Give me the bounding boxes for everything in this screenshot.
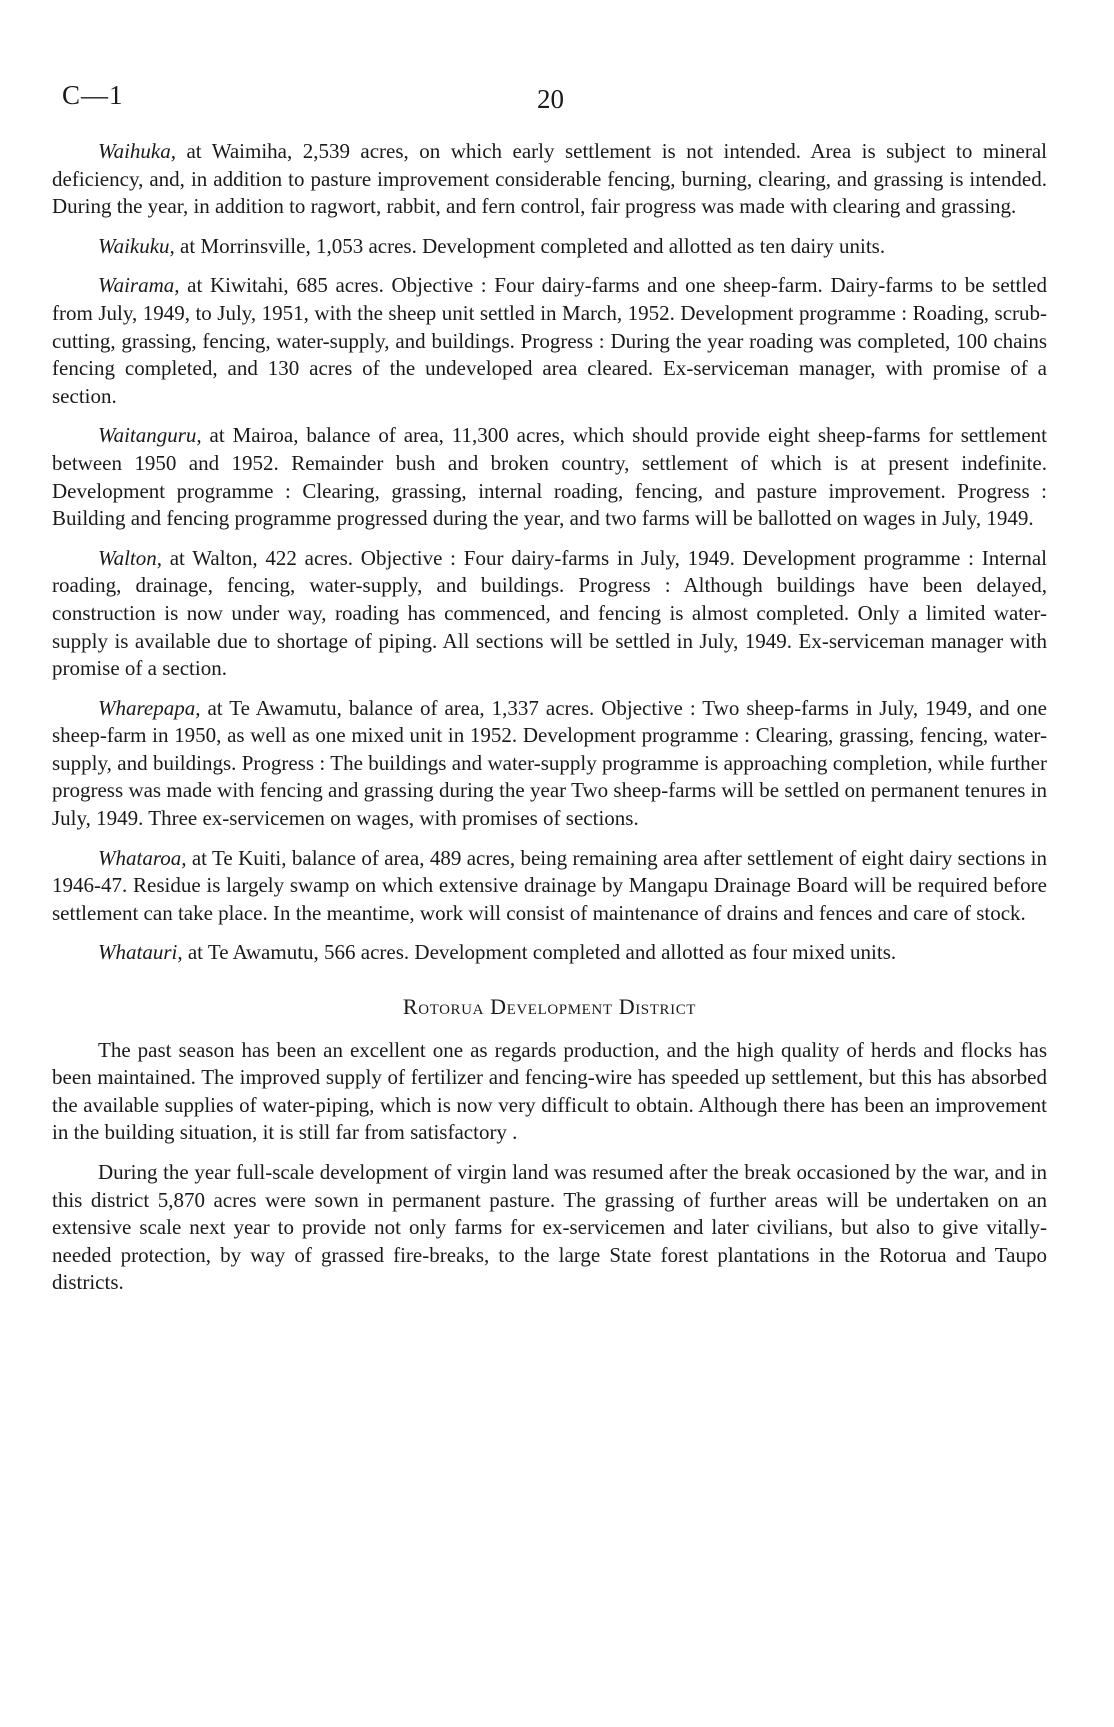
document-body bbox=[52, 138, 1047, 1309]
entry-text: at Te Kuiti, balance of area, 489 acres, being remaining area after settlement of eight dairy sections in 1946-47. Residue is largely swamp on which extensive drainage by Mangapu Drainage Board will be required before settlement can take place. In the meantime, work will consist of maintenance of drains and fences and care of stock. bbox=[52, 845, 1047, 925]
entry-paragraph bbox=[52, 545, 1047, 683]
entry-paragraph bbox=[52, 272, 1047, 410]
entry-paragraph bbox=[52, 422, 1047, 532]
block-name: Whatauri, bbox=[98, 940, 183, 965]
section-paragraph: The past season has been an excellent one as regards production, and the high quality of herds and flocks has been maintained. The improved supply of fertilizer and fencing-wire has speeded up settlement, but this has absorbed the available supplies of water-piping, which is now very difficult to obtain. Although there has been an improvement in the building situation, it is still far from satisfactory . bbox=[52, 1037, 1047, 1145]
entry-text: at Mairoa, balance of area, 11,300 acres, which should provide eight sheep-farms for settlement between 1950 and 1952. Remainder bush and broken country, settlement of which is at present indefinite. Development programme : Clearing, grassing, internal roading, fencing, and pasture improvement. Progress : Building and fencing programme progressed during the year, and two farms will be ballotted on wages in July, 1949. bbox=[52, 423, 1047, 531]
block-name: Walton, bbox=[98, 545, 162, 570]
block-name: Waitanguru, bbox=[98, 423, 202, 448]
entry-paragraph bbox=[52, 939, 1047, 967]
document-reference: C—1 bbox=[62, 80, 124, 110]
entry-paragraph bbox=[52, 138, 1047, 221]
entry-text: at Waimiha, 2,539 acres, on which early settlement is not intended. Area is subject to mineral deficiency, and, in addition to pasture improvement considerable fencing, burning, clearing, and grassing is intended. During the year, in addition to ragwort, rabbit, and fern control, fair progress was made with clearing and grassing. bbox=[52, 139, 1047, 219]
entry-text: at Kiwitahi, 685 acres. Objective : Four dairy-farms and one sheep-farm. Dairy-farms to be settled from July, 1949, to July, 1951, with the sheep unit settled in March, 1952. Development programme : Roading, scrub-cutting, grassing, fencing, water-supply, and buildings. Progress : During the year roading was completed, 100 chains fencing completed, and 130 acres of the undeveloped area cleared. Ex-serviceman manager, with promise of a section. bbox=[52, 273, 1047, 408]
block-name: Wairama, bbox=[98, 273, 180, 298]
entry-text: at Te Awamutu, balance of area, 1,337 acres. Objective : Two sheep-farms in July, 1949, and one sheep-farm in 1950, as well as one mixed unit in 1952. Development programme : Clearing, grassing, fencing, water-supply, and buildings. Progress : The buildings and water-supply programme is approaching completion, while further progress was made with fencing and grassing during the year Two sheep-farms will be settled on permanent tenures in July, 1949. Three ex-servicemen on wages, with promises of sections. bbox=[52, 695, 1047, 831]
block-name: Whataroa, bbox=[98, 845, 187, 870]
entry-paragraph bbox=[52, 233, 1047, 261]
block-name: Wharepapa, bbox=[98, 695, 201, 720]
entry-text: at Walton, 422 acres. Objective : Four dairy-farms in July, 1949. Development programme : Internal roading, drainage, fencing, water-supply, and buildings. Progress : Although buildings have been delayed, construction is now under way, roading has commenced, and fencing is almost completed. Only a limited water-supply is available due to shortage of piping. All sections will be settled in July, 1949. Ex-serviceman manager with promise of a section. bbox=[52, 545, 1047, 681]
entry-paragraph bbox=[52, 845, 1047, 928]
section-heading: Rotorua Development District bbox=[402, 994, 697, 1020]
entry-text: at Te Awamutu, 566 acres. Development completed and allotted as four mixed units. bbox=[182, 940, 897, 965]
section-paragraph: During the year full-scale development of virgin land was resumed after the break occasioned by the war, and in this district 5,870 acres were sown in permanent pasture. The grassing of further areas will be undertaken on an extensive scale next year to provide not only farms for ex-servicemen and later civilians, but also to give vitally-needed protection, by way of grassed fire-breaks, to the large State forest plantations in the Rotorua and Taupo districts. bbox=[52, 1160, 1047, 1295]
entry-paragraph bbox=[52, 695, 1047, 833]
block-name: Waihuka, bbox=[98, 139, 176, 163]
block-name: Waikuku, bbox=[98, 233, 175, 258]
page-number: 20 bbox=[537, 84, 564, 114]
entry-text: at Morrinsville, 1,053 acres. Development completed and allotted as ten dairy units. bbox=[174, 233, 886, 258]
